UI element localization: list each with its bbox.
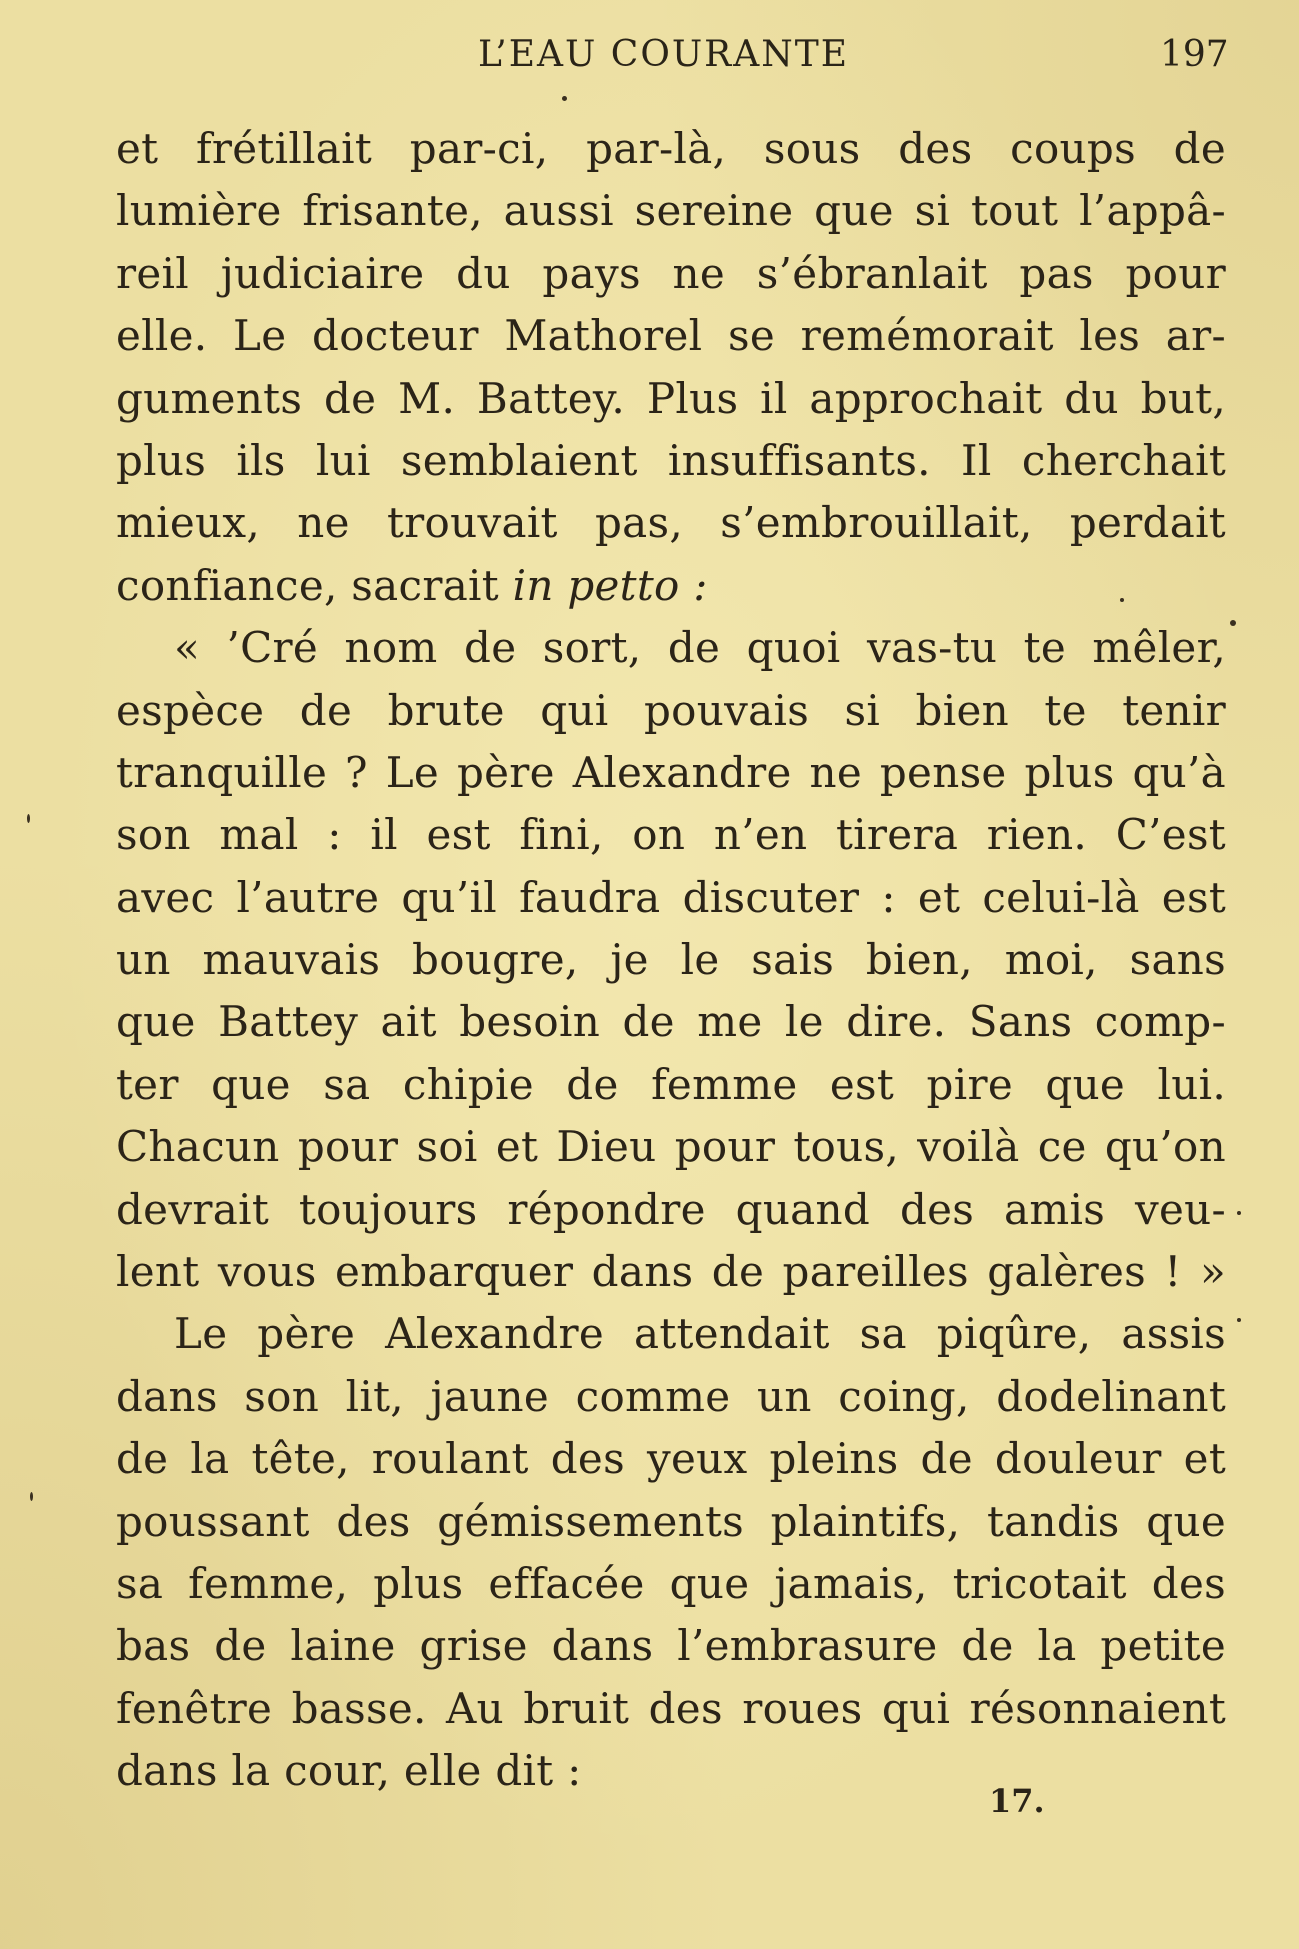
italic-phrase: in petto : — [512, 560, 708, 610]
paper-speck — [562, 96, 567, 101]
text-line: ter que sa chipie de femme est pire que lui. — [116, 1059, 1226, 1109]
text-line: bas de laine grise dans l’embrasure de la petite — [116, 1621, 1226, 1671]
text-line: « ’Cré nom de sort, de quoi vas-tu te mêler, — [174, 623, 1226, 673]
text-line: espèce de brute qui pouvais si bien te tenir — [116, 685, 1226, 735]
text-line: plus ils lui semblaient insuffisants. Il cherchait — [116, 435, 1226, 485]
text-line: lumière frisante, aussi sereine que si tout l’appâ- — [116, 186, 1226, 236]
text-line: de la tête, roulant des yeux pleins de douleur et — [116, 1434, 1226, 1484]
text-line: devrait toujours répondre quand des amis veu- — [116, 1184, 1226, 1234]
running-head — [0, 30, 1299, 80]
text-line: sa femme, plus effacée que jamais, tricotait des — [116, 1558, 1226, 1608]
text-line: mieux, ne trouvait pas, s’embrouillait, perdait — [116, 498, 1226, 548]
text-line: poussant des gémissements plaintifs, tandis que — [116, 1496, 1226, 1546]
text-line: et frétillait par-ci, par-là, sous des coups de — [116, 124, 1226, 173]
text-line: fenêtre basse. Au bruit des roues qui résonnaient — [116, 1683, 1226, 1733]
paper-speck — [30, 1492, 33, 1501]
text-line: tranquille ? Le père Alexandre ne pense plus qu’à — [116, 747, 1226, 797]
text-line-start: confiance, sacrait — [116, 560, 499, 610]
text-line: que Battey ait besoin de me le dire. Sans comp- — [116, 997, 1226, 1047]
paper-speck — [1237, 1318, 1241, 1322]
paper-speck — [1120, 598, 1124, 602]
paper-speck — [27, 814, 30, 823]
text-line — [116, 555, 1226, 617]
text-line: guments de M. Battey. Plus il approchait du but, — [116, 373, 1226, 423]
paper-speck — [1237, 1211, 1241, 1215]
text-line: Chacun pour soi et Dieu pour tous, voilà ce qu’on — [116, 1122, 1226, 1172]
text-line: un mauvais bougre, je le sais bien, moi, sans — [116, 935, 1226, 985]
signature-mark: 17. — [989, 1782, 1045, 1820]
text-line: avec l’autre qu’il faudra discuter : et celui-là est — [116, 872, 1226, 922]
text-line: reil judiciaire du pays ne s’ébranlait pas pour — [116, 248, 1226, 298]
text-line: lent vous embarquer dans de pareilles galères ! » — [116, 1247, 1226, 1297]
text-line: dans la cour, elle dit : — [116, 1746, 582, 1796]
text-line: son mal : il est fini, on n’en tirera rien. C’est — [116, 810, 1226, 860]
text-line: elle. Le docteur Mathorel se remémorait les ar- — [116, 311, 1226, 361]
paper-speck — [1230, 620, 1236, 626]
running-title: L’EAU COURANTE — [478, 34, 850, 75]
body-text — [116, 118, 1226, 1803]
text-line: dans son lit, jaune comme un coing, dodelinant — [116, 1371, 1226, 1421]
text-line: Le père Alexandre attendait sa piqûre, assis — [174, 1309, 1226, 1359]
page-number: 197 — [1160, 34, 1229, 75]
